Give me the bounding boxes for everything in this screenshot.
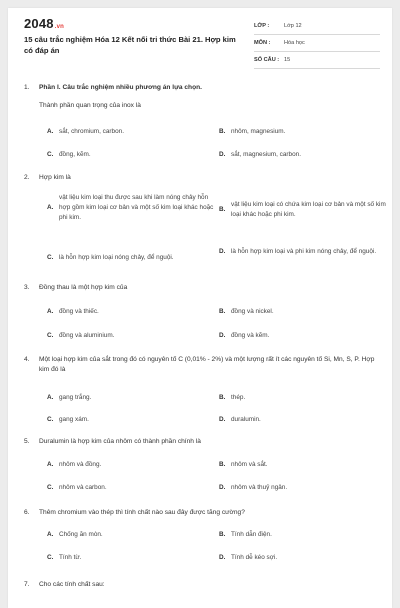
question-number: 5. <box>24 438 30 445</box>
option-text: sắt, magnesium, carbon. <box>231 151 301 158</box>
meta-row-subject <box>254 35 380 52</box>
option-label: C. <box>47 416 54 423</box>
option-a[interactable] <box>47 530 207 540</box>
meta-value: Lớp 12 <box>284 23 302 29</box>
option-d[interactable] <box>219 553 379 563</box>
question-6 <box>24 508 384 573</box>
option-text: vật liệu kim loại có chứa kim loại cơ bản và một số kim loại khác hoặc phi kim. <box>231 201 386 218</box>
question-1 <box>24 83 384 169</box>
meta-row-count <box>254 52 380 69</box>
option-text: đồng và aluminium. <box>59 332 115 339</box>
option-label: D. <box>219 151 226 158</box>
option-label: D. <box>219 484 226 491</box>
option-text: vật liệu kim loại thu được sau khi làm nóng chảy hỗn hợp gồm kim loại cơ bản và một số kim loại khác hoặc phi kim. <box>59 194 214 221</box>
question-number: 1. <box>24 84 30 91</box>
option-a[interactable] <box>47 393 207 403</box>
meta-key: MÔN : <box>254 40 271 46</box>
question-text: Đồng thau là một hợp kim của <box>39 284 128 291</box>
meta-key: SỐ CÂU : <box>254 57 280 63</box>
option-c[interactable] <box>47 483 207 493</box>
question-2 <box>24 173 384 278</box>
question-number: 7. <box>24 581 30 588</box>
option-text: đồng, kẽm. <box>59 151 91 158</box>
option-text: là hỗn hợp kim loại và phi kim nóng chảy, để nguội. <box>231 248 377 255</box>
question-subtext: Thành phần quan trọng của inox là <box>39 102 141 109</box>
meta-row-class <box>254 18 380 35</box>
document-title: 15 câu trắc nghiệm Hóa 12 Kết nối tri thức Bài 21. Hợp kim có đáp án <box>24 35 236 55</box>
option-text: là hỗn hợp kim loại nóng chảy, để nguội. <box>59 254 174 261</box>
meta-table <box>254 18 380 69</box>
meta-key: LỚP : <box>254 23 270 29</box>
option-label: B. <box>219 394 226 401</box>
option-label: A. <box>47 394 54 401</box>
question-text: Phần I. Câu trắc nghiệm nhiều phương án lựa chọn. <box>39 84 202 91</box>
option-d[interactable] <box>219 415 379 425</box>
option-label: B. <box>219 206 226 213</box>
option-c[interactable] <box>47 331 207 341</box>
option-d[interactable] <box>219 150 379 160</box>
option-text: nhôm, magnesium. <box>231 128 286 135</box>
option-text: Tính dẫn điện. <box>231 531 272 538</box>
option-label: A. <box>47 308 54 315</box>
option-text: Chống ăn mòn. <box>59 531 103 538</box>
option-text: nhôm và thuỷ ngân. <box>231 484 288 491</box>
option-text: Tính dễ kéo sợi. <box>231 554 278 561</box>
question-text: Duralumin là hợp kim của nhôm có thành phần chính là <box>39 438 201 445</box>
question-3 <box>24 283 384 348</box>
option-a[interactable] <box>47 127 207 137</box>
question-7 <box>24 580 384 594</box>
option-text: đồng và thiếc. <box>59 308 99 315</box>
logo-suffix: .vn <box>54 24 65 30</box>
option-d[interactable] <box>219 331 379 341</box>
document-page <box>8 8 392 608</box>
option-label: D. <box>219 248 226 255</box>
option-label: A. <box>47 204 54 211</box>
option-text: nhôm và carbon. <box>59 484 107 491</box>
option-c[interactable] <box>47 253 215 263</box>
option-d[interactable] <box>219 483 379 493</box>
option-a[interactable] <box>47 307 207 317</box>
option-label: D. <box>219 554 226 561</box>
option-text: nhôm và đồng. <box>59 461 102 468</box>
option-label: B. <box>219 531 226 538</box>
question-5 <box>24 437 384 502</box>
option-text: duralumin. <box>231 416 261 423</box>
option-text: gang trắng. <box>59 394 92 401</box>
option-label: C. <box>47 332 54 339</box>
option-label: C. <box>47 554 54 561</box>
logo-text: 2048 <box>24 16 54 31</box>
option-label: C. <box>47 151 54 158</box>
option-label: B. <box>219 128 226 135</box>
option-c[interactable] <box>47 415 207 425</box>
question-number: 2. <box>24 174 30 181</box>
question-text: Một loại hợp kim của sắt trong đó có nguyên tố C (0,01% - 2%) và một lượng rất ít các nguyên tố Si, Mn, S, P. Hợp kim đó là <box>39 356 375 373</box>
option-text: gang xám. <box>59 416 89 423</box>
option-label: C. <box>47 484 54 491</box>
meta-value: 15 <box>284 57 291 63</box>
option-b[interactable] <box>219 127 379 137</box>
option-text: đồng và kẽm. <box>231 332 270 339</box>
option-b[interactable] <box>219 530 379 540</box>
option-b[interactable] <box>219 307 379 317</box>
question-text: Hợp kim là <box>39 174 71 181</box>
option-label: A. <box>47 461 54 468</box>
page-header <box>8 8 392 70</box>
option-a[interactable] <box>47 460 207 470</box>
option-label: B. <box>219 308 226 315</box>
option-c[interactable] <box>47 150 207 160</box>
option-a[interactable] <box>47 193 215 223</box>
site-logo[interactable] <box>24 16 64 31</box>
meta-value: Hóa học <box>284 40 305 46</box>
option-d[interactable] <box>219 247 387 257</box>
option-label: A. <box>47 531 54 538</box>
option-text: nhôm và sắt. <box>231 461 268 468</box>
option-label: D. <box>219 416 226 423</box>
question-4 <box>24 355 384 430</box>
option-c[interactable] <box>47 553 207 563</box>
option-text: đồng và nickel. <box>231 308 274 315</box>
option-label: C. <box>47 254 54 261</box>
question-number: 4. <box>24 356 30 363</box>
question-number: 6. <box>24 509 30 516</box>
option-text: thép. <box>231 394 246 401</box>
option-label: A. <box>47 128 54 135</box>
option-b[interactable] <box>219 200 387 220</box>
option-b[interactable] <box>219 460 379 470</box>
question-text: Thêm chromium vào thép thì tính chất nào sau đây được tăng cường? <box>39 509 245 516</box>
option-label: D. <box>219 332 226 339</box>
option-label: B. <box>219 461 226 468</box>
question-text: Cho các tính chất sau: <box>39 581 105 588</box>
question-number: 3. <box>24 284 30 291</box>
option-text: Tính từ. <box>59 554 82 561</box>
option-text: sắt, chromium, carbon. <box>59 128 124 135</box>
option-b[interactable] <box>219 393 379 403</box>
